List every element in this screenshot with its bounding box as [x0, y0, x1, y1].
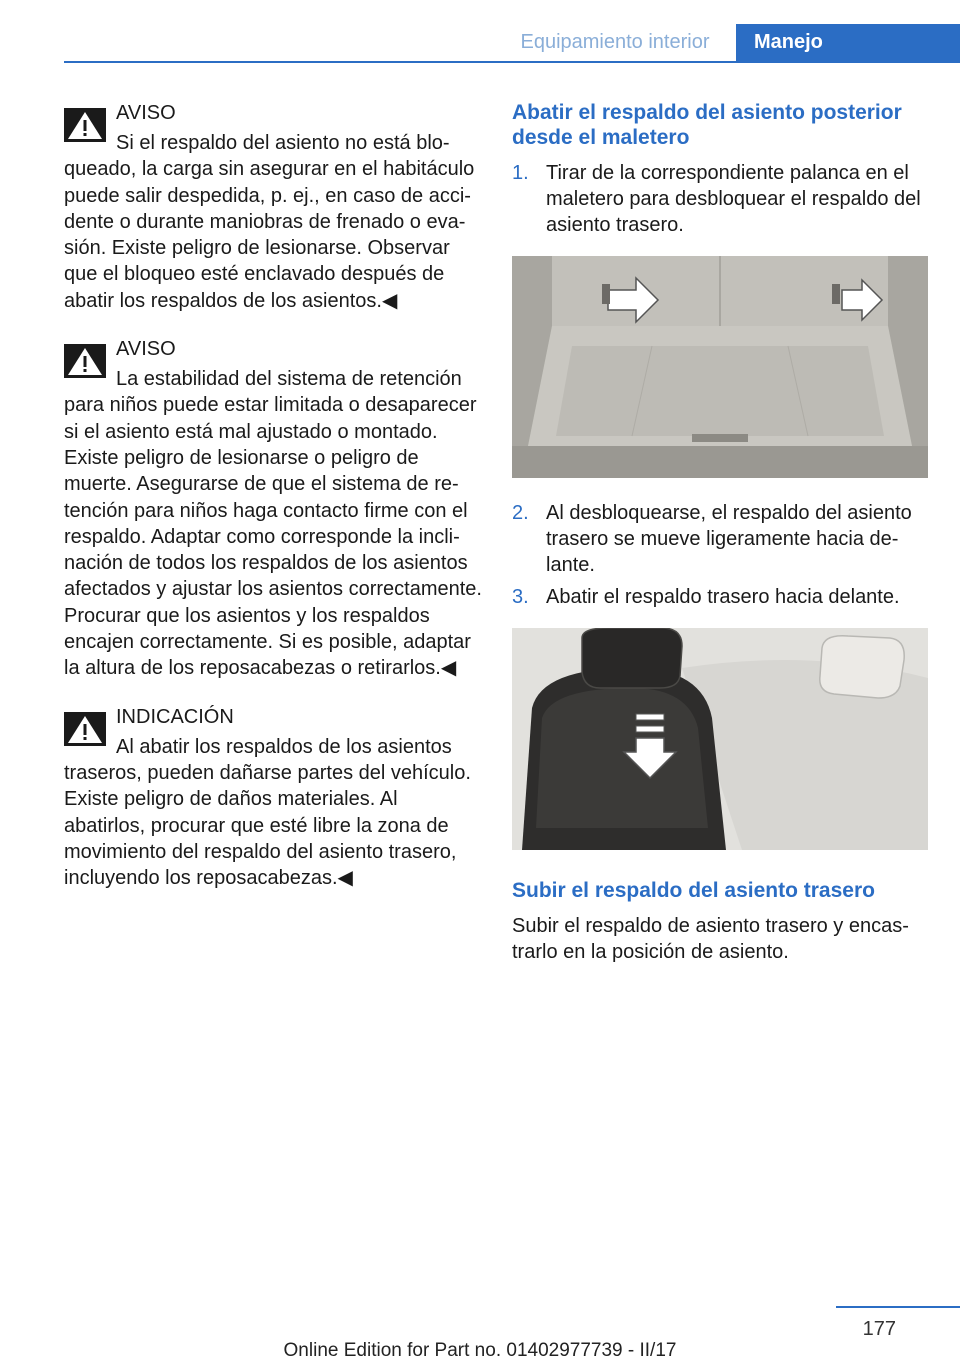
right-column	[512, 100, 928, 966]
warning-text: Al abatir los respaldos de los asientos traseros, pueden dañarse partes del vehículo. Existe peligro de daños materiales. Al abatirlos, procurar que esté libre la zona de movimiento del respaldo del asiento trasero, incluyendo los reposacabezas.◀	[64, 735, 471, 890]
step-number: 1.	[512, 162, 529, 184]
left-column	[64, 100, 482, 913]
rear-seat-image	[512, 628, 928, 850]
warning-block	[64, 704, 482, 892]
edition-info: Online Edition for Part no. 01402977739 - II/17	[283, 1340, 677, 1361]
header-chapter-tab: Manejo	[736, 24, 960, 61]
step-text: Abatir el respaldo trasero hacia delante.	[546, 586, 900, 608]
warning-text: Si el respaldo del asiento no está bloqueado, la carga sin asegurar en el habitáculo puede salir despedida, p. ej., en caso de accidente o durante maniobras de frenado o evasión. Existe peligro de lesionarse. Observar que el bloqueo esté enclavado después de abatir los respaldos de los asientos.◀	[64, 132, 475, 312]
header-rule	[64, 61, 960, 63]
warning-triangle-icon	[64, 344, 106, 378]
warning-title: INDICACIÓN	[116, 705, 234, 728]
warning-triangle-icon	[64, 108, 106, 142]
step-number: 2.	[512, 502, 529, 524]
step-text: Tirar de la correspondiente palanca en el maletero para desbloquear el respaldo del asiento trasero.	[546, 162, 921, 236]
trunk-image	[512, 256, 928, 478]
step-item	[512, 500, 928, 578]
header-section-title: Equipamiento interior	[495, 24, 735, 61]
section-title-raise-backrest: Subir el respaldo del asiento trasero	[512, 879, 875, 902]
section-title-fold-from-trunk: Abatir el respaldo del asiento posterior desde el maletero	[512, 101, 902, 149]
section-text: Subir el respaldo de asiento trasero y encastrarlo en la posición de asiento.	[512, 915, 909, 964]
step-item	[512, 584, 928, 610]
step-number: 3.	[512, 586, 529, 608]
warning-text: La estabilidad del sistema de retención para niños puede estar limitada o desaparecer si el asiento está mal ajustado o montado. Existe peligro de lesionarse o peligro de muerte. Asegurarse de que el sistema de retención para niños haga contacto firme con el respaldo. Adaptar como corresponde la inclinación de todos los respaldos de los asientos afectados y ajustar los asientos correctamente. Procurar que los asientos y los respaldos encajen correctamente. Si es posible, adaptar la altura de los reposacabezas o retirarlos.◀	[64, 368, 482, 680]
warning-block	[64, 100, 482, 314]
warning-triangle-icon	[64, 712, 106, 746]
page-number: 177	[862, 1318, 896, 1340]
step-text: Al desbloquearse, el respaldo del asiento trasero se mueve ligeramente hacia delante.	[546, 502, 912, 576]
warning-title: AVISO	[116, 338, 176, 361]
warning-title: AVISO	[116, 102, 176, 124]
step-item	[512, 160, 928, 238]
warning-block	[64, 336, 482, 682]
footer-rule	[836, 1306, 960, 1308]
